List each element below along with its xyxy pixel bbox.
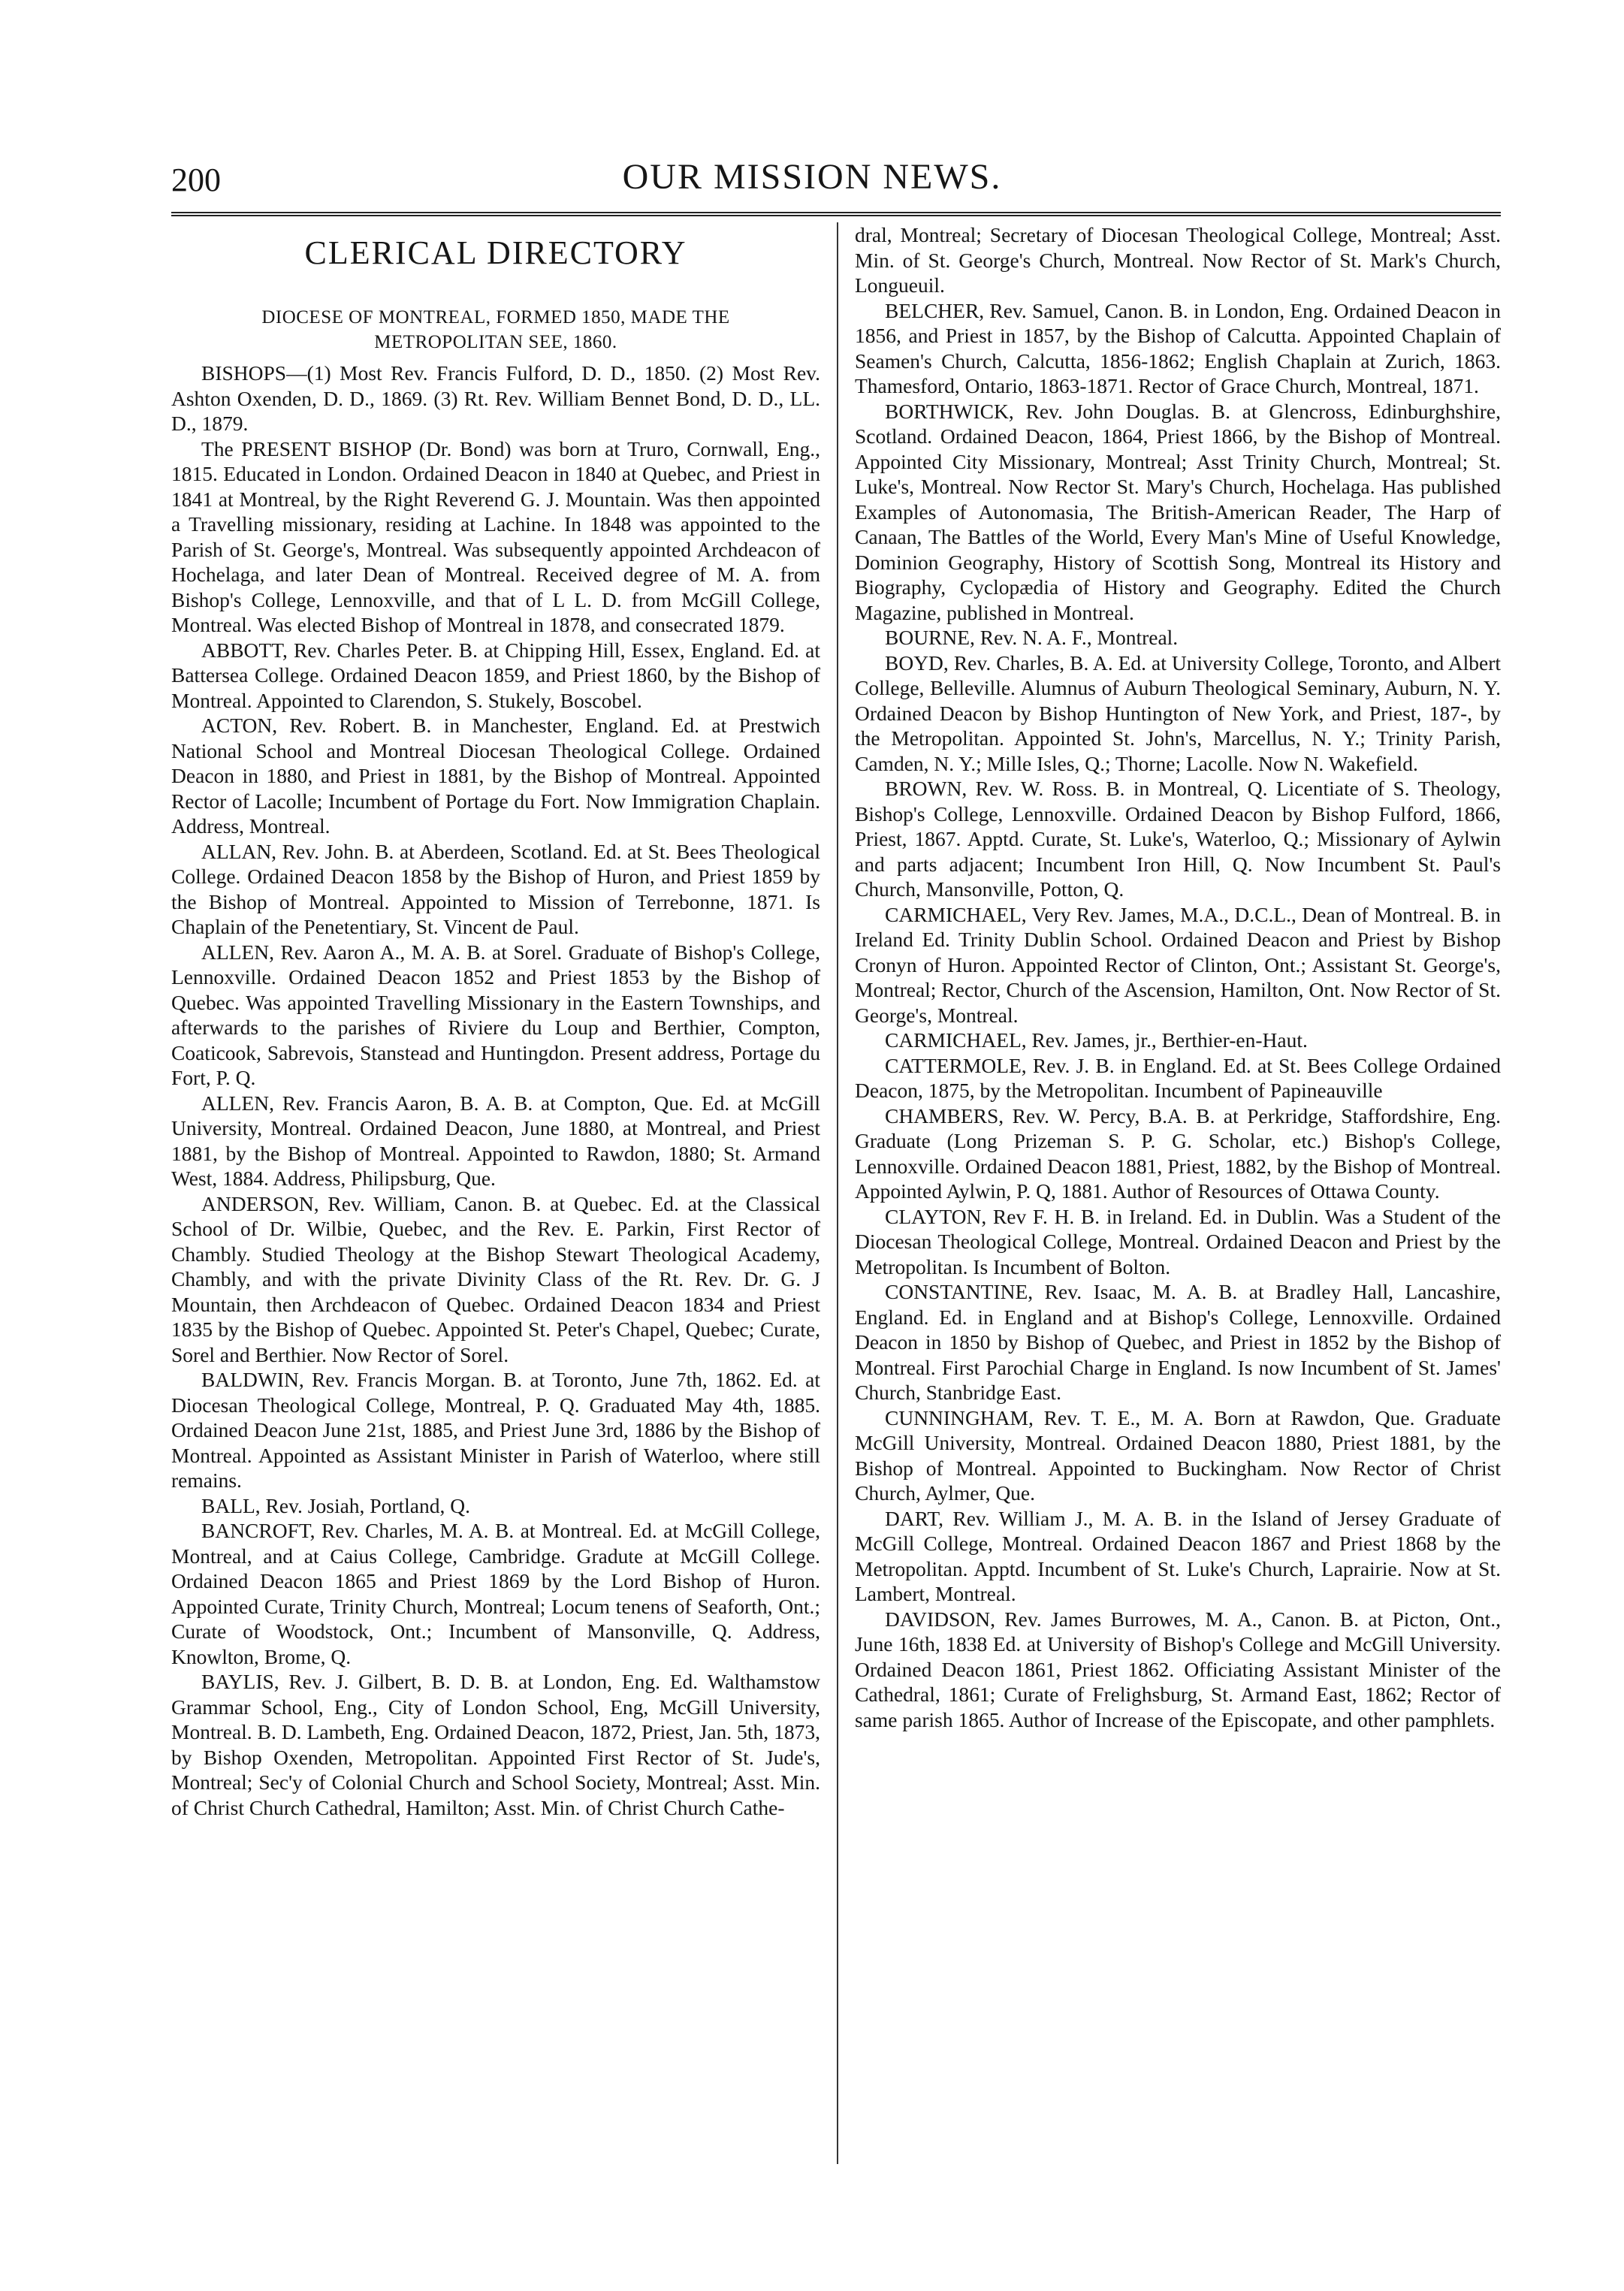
header-rule: [171, 212, 1501, 216]
directory-entry: ALLEN, Rev. Francis Aaron, B. A. B. at Compton, Que. Ed. at McGill University, Montreal. Ordained Deacon, June 1880, at Montreal, and Priest 1881, by the Bishop of Montreal. Appointed to Rawdon, 1880; St. Armand West, 1884. Address, Philipsburg, Que.: [171, 1091, 820, 1190]
column-divider: [837, 222, 838, 2164]
directory-entry: CATTERMOLE, Rev. J. B. in England. Ed. at St. Bees College Ordained Deacon, 1875, by the Metropolitan. Incumbent of Papineauville: [855, 1053, 1501, 1102]
directory-entry: BALDWIN, Rev. Francis Morgan. B. at Toronto, June 7th, 1862. Ed. at Diocesan Theological College, Montreal, P. Q. Graduated May 4th, 1885. Ordained Deacon June 21st, 1885, and Priest June 3rd, 1886 by the Bishop of Montreal. Appointed as Assistant Minister in Parish of Waterloo, where still remains.: [171, 1368, 820, 1492]
directory-entry: ANDERSON, Rev. William, Canon. B. at Quebec. Ed. at the Classical School of Dr. Wilbie, Quebec, and the Rev. E. Parkin, First Rector of Chambly. Studied Theology at the Bishop Stewart Theological Academy, Chambly, and with the private Divinity Class of the Rt. Rev. Dr. G. J Mountain, then Archdeacon of Quebec. Ordained Deacon 1834 and Priest 1835 by the Bishop of Quebec. Appointed St. Peter's Chapel, Quebec; Curate, Sorel and Berthier. Now Rector of Sorel.: [171, 1191, 820, 1366]
directory-entry-continued: dral, Montreal; Secretary of Diocesan Theological College, Montreal; Asst. Min. of St. George's Church, Montreal. Now Rector of St. Mark's Church, Longueuil.: [855, 223, 1501, 297]
directory-entry: ALLAN, Rev. John. B. at Aberdeen, Scotland. Ed. at St. Bees Theological College. Ordained Deacon 1858 by the Bishop of Huron, and Priest 1859 by the Bishop of Montreal. Appointed to Mission of Terrebonne, 1871. Is Chaplain of the Penetentiary, St. Vincent de Paul.: [171, 839, 820, 938]
directory-entry: CUNNINGHAM, Rev. T. E., M. A. Born at Rawdon, Que. Graduate McGill University, Montreal. Ordained Deacon 1880, Priest 1881, by the Bishop of Montreal. Appointed to Buckingham. Now Rector of Christ Church, Aylmer, Que.: [855, 1405, 1501, 1505]
directory-entry: BROWN, Rev. W. Ross. B. in Montreal, Q. Licentiate of S. Theology, Bishop's College, Lennoxville. Ordained Deacon by Bishop Fulford, 1866, Priest, 1867. Apptd. Curate, St. Luke's, Waterloo, Q.; Missionary of Aylwin and parts adjacent; Incumbent Iron Hill, Q. Now Incumbent St. Paul's Church, Mansonville, Potton, Q.: [855, 777, 1501, 901]
directory-entry: BANCROFT, Rev. Charles, M. A. B. at Montreal. Ed. at McGill College, Montreal, and at Caius College, Cambridge. Gradute at McGill College. Ordained Deacon 1865 and Priest 1869 by the Lord Bishop of Huron. Appointed Curate, Trinity Church, Montreal; Locum tenens of Seaforth, Ont.; Curate of Woodstock, Ont.; Incumbent of Mansonville, Q. Address, Knowlton, Brome, Q.: [171, 1519, 820, 1668]
running-head: OUR MISSION NEWS.: [622, 157, 1002, 197]
diocese-heading-line1: DIOCESE OF MONTREAL, FORMED 1850, MADE THE: [261, 307, 730, 328]
directory-entry: BOYD, Rev. Charles, B. A. Ed. at University College, Toronto, and Albert College, Belleville. Alumnus of Auburn Theological Seminary, Auburn, N. Y. Ordained Deacon by Bishop Huntington of New York, and Priest, 187-, by the Metropolitan. Appointed St. John's, Marcellus, N. Y.; Trinity Parish, Camden, N. Y.; Mille Isles, Q.; Thorne; Lacolle. Now N. Wakefield.: [855, 650, 1501, 775]
directory-entry: CHAMBERS, Rev. W. Percy, B.A. B. at Perkridge, Staffordshire, Eng. Graduate (Long Prizeman S. P. G. Scholar, etc.) Bishop's College, Lennoxville. Ordained Deacon 1881, Priest, 1882, by the Bishop of Montreal. Appointed Aylwin, P. Q, 1881. Author of Resources of Ottawa County.: [855, 1103, 1501, 1203]
directory-entry: CLAYTON, Rev F. H. B. in Ireland. Ed. in Dublin. Was a Student of the Diocesan Theological College, Montreal. Ordained Deacon and Priest by the Metropolitan. Is Incumbent of Bolton.: [855, 1204, 1501, 1278]
directory-entry: ABBOTT, Rev. Charles Peter. B. at Chipping Hill, Essex, England. Ed. at Battersea College. Ordained Deacon 1859, and Priest 1860, by the Bishop of Montreal. Appointed to Clarendon, S. Stukely, Boscobel.: [171, 638, 820, 712]
directory-entry: DART, Rev. William J., M. A. B. in the Island of Jersey Graduate of McGill College, Montreal. Ordained Deacon 1867 and Priest 1868 by the Metropolitan. Apptd. Incumbent of St. Luke's Church, Laprairie. Now at St. Lambert, Montreal.: [855, 1506, 1501, 1605]
present-bishop-entry: The PRESENT BISHOP (Dr. Bond) was born at Truro, Cornwall, Eng., 1815. Educated in London. Ordained Deacon in 1840 at Quebec, and Priest in 1841 at Montreal, by the Right Reverend G. J. Mountain. Was then appointed a Travelling missionary, residing at Lachine. In 1848 was appointed to the Parish of St. George's, Montreal. Was subsequently appointed Archdeacon of Hochelaga, and later Dean of Montreal. Received degree of M. A. from Bishop's College, Lennoxville, and that of L L. D. from McGill College, Montreal. Was elected Bishop of Montreal in 1878, and consecrated 1879.: [171, 436, 820, 636]
directory-entry: CARMICHAEL, Rev. James, jr., Berthier-en-Haut.: [885, 1028, 1308, 1052]
directory-entry: DAVIDSON, Rev. James Burrowes, M. A., Canon. B. at Picton, Ont., June 16th, 1838 Ed. at University of Bishop's College and McGill University. Ordained Deacon 1861, Priest 1862. Officiating Assistant Minister of the Cathedral, 1861; Curate of Frelighsburg, St. Armand East, 1862; Rector of same parish 1865. Author of Increase of the Episcopate, and other pamphlets.: [855, 1607, 1501, 1731]
diocese-heading-line2: METROPOLITAN SEE, 1860.: [374, 332, 617, 352]
diocese-heading: [171, 305, 820, 355]
bishops-entry: BISHOPS—(1) Most Rev. Francis Fulford, D. D., 1850. (2) Most Rev. Ashton Oxenden, D. D., 1869. (3) Rt. Rev. William Bennet Bond, D. D., LL. D., 1879.: [171, 361, 820, 435]
left-column: [171, 222, 820, 2175]
directory-entry: ALLEN, Rev. Aaron A., M. A. B. at Sorel. Graduate of Bishop's College, Lennoxville. Ordained Deacon 1852 and Priest 1853 by the Bishop of Quebec. Was appointed Travelling Missionary in the Eastern Townships, and afterwards to the parishes of Riviere du Loup and Berthier, Compton, Coaticook, Sabrevois, Stanstead and Huntingdon. Present address, Portage du Fort, P. Q.: [171, 940, 820, 1089]
right-column: [855, 222, 1501, 2175]
page-number: 200: [171, 161, 221, 198]
directory-entry: CARMICHAEL, Very Rev. James, M.A., D.C.L., Dean of Montreal. B. in Ireland Ed. Trinity Dublin School. Ordained Deacon and Priest by Bishop Cronyn of Huron. Appointed Rector of Clinton, Ont.; Assistant St. George's, Montreal; Rector, Church of the Ascension, Hamilton, Ont. Now Rector of St. George's, Montreal.: [855, 902, 1501, 1027]
directory-entry: CONSTANTINE, Rev. Isaac, M. A. B. at Bradley Hall, Lancashire, England. Ed. in England and at Bishop's College, Lennoxville. Ordained Deacon in 1850 by Bishop of Quebec, and Priest in 1852 by the Bishop of Montreal. First Parochial Charge in England. Is now Incumbent of St. James' Church, Stanbridge East.: [855, 1280, 1501, 1404]
directory-entry: BORTHWICK, Rev. John Douglas. B. at Glencross, Edinburghshire, Scotland. Ordained Deacon, 1864, Priest 1866, by the Bishop of Montreal. Appointed City Missionary, Montreal; Asst Trinity Church, Montreal; St. Luke's, Montreal. Now Rector St. Mary's Church, Hochelaga. Has published Examples of Autonomasia, The British-American Reader, The Harp of Canaan, The Battles of the World, Every Man's Mine of Useful Knowledge, Dominion Geography, History of Scottish Song, Montreal its History and Biography, Cyclopædia of History and Geography. Edited the Church Magazine, published in Montreal.: [855, 399, 1501, 624]
directory-entry: ACTON, Rev. Robert. B. in Manchester, England. Ed. at Prestwich National School and Montreal Diocesan Theological College. Ordained Deacon in 1880, and Priest in 1881, by the Bishop of Montreal. Appointed Rector of Lacolle; Incumbent of Portage du Fort. Now Immigration Chaplain. Address, Montreal.: [171, 714, 820, 838]
directory-entry: BALL, Rev. Josiah, Portland, Q.: [201, 1493, 470, 1517]
directory-entry: BOURNE, Rev. N. A. F., Montreal.: [885, 626, 1179, 649]
section-title: CLERICAL DIRECTORY: [304, 234, 687, 271]
directory-entry: BAYLIS, Rev. J. Gilbert, B. D. B. at London, Eng. Ed. Walthamstow Grammar School, Eng., City of London School, Eng, McGill University, Montreal. B. D. Lambeth, Eng. Ordained Deacon, 1872, Priest, Jan. 5th, 1873, by Bishop Oxenden, Metropolitan. Appointed First Rector of St. Jude's, Montreal; Sec'y of Colonial Church and School Society, Montreal; Asst. Min. of Christ Church Cathedral, Hamilton; Asst. Min. of Christ Church Cathe-: [171, 1670, 820, 1819]
directory-entry: BELCHER, Rev. Samuel, Canon. B. in London, Eng. Ordained Deacon in 1856, and Priest in 1857, by the Bishop of Calcutta. Appointed Chaplain of Seamen's Church, Calcutta, 1856-1862; English Chaplain at Zurich, 1863. Thamesford, Ontario, 1863-1871. Rector of Grace Church, Montreal, 1871.: [855, 298, 1501, 397]
